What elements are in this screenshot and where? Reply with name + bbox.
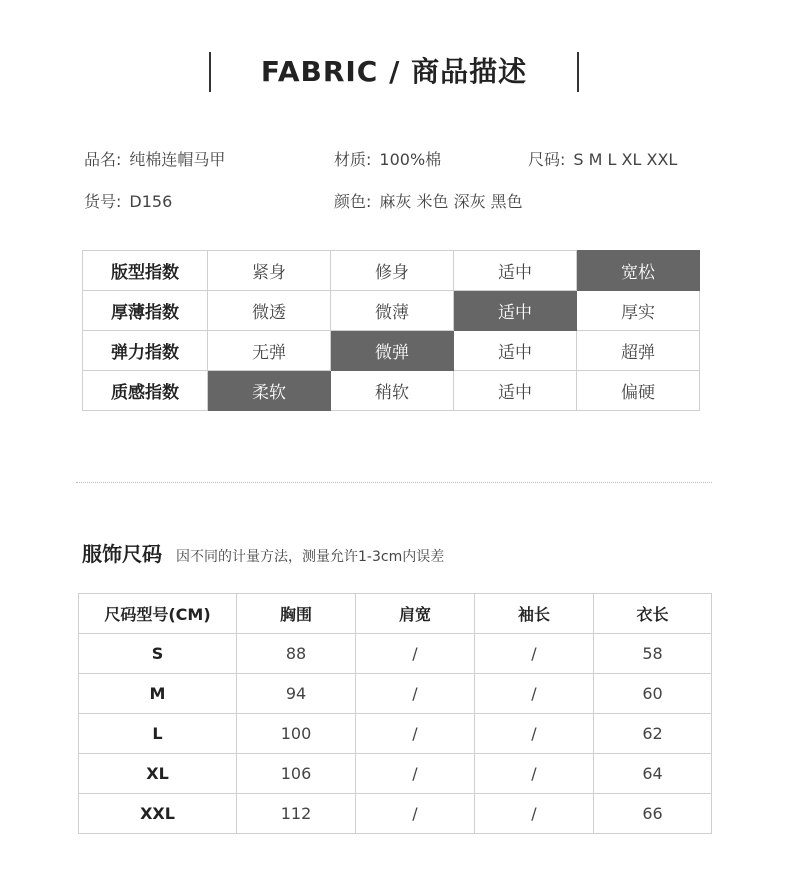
product-material-value: 100%棉 [379, 150, 442, 169]
product-colors-label: 颜色: [334, 192, 372, 211]
product-code-value: D156 [129, 192, 173, 211]
size-cell: M [79, 674, 237, 714]
size-chart-header-row [79, 594, 712, 634]
size-cell: 60 [594, 674, 712, 714]
size-chart-note: 因不同的计量方法，测量允许1-3cm内误差 [176, 549, 445, 565]
size-cell: 62 [594, 714, 712, 754]
size-cell: XXL [79, 794, 237, 834]
index-option: 适中 [454, 331, 577, 371]
size-header-cell: 尺码型号(CM) [79, 594, 237, 634]
product-name-value: 纯棉连帽马甲 [129, 150, 226, 169]
title-divider-left [209, 52, 211, 92]
index-row-texture [83, 371, 700, 411]
size-cell: 58 [594, 634, 712, 674]
size-cell: 106 [237, 754, 356, 794]
index-option: 适中 [454, 251, 577, 291]
product-material-field [334, 150, 441, 170]
index-option: 适中 [454, 291, 577, 331]
product-sizes-label: 尺码: [528, 150, 566, 169]
index-row-thickness [83, 291, 700, 331]
size-cell: 112 [237, 794, 356, 834]
product-material-label: 材质: [334, 150, 372, 169]
index-option: 厚实 [577, 291, 700, 331]
section-divider [76, 482, 712, 483]
product-sizes-value: S M L XL XXL [573, 150, 678, 169]
index-option: 宽松 [577, 251, 700, 291]
size-cell: / [356, 754, 475, 794]
size-cell: / [475, 674, 594, 714]
index-row-label: 厚薄指数 [83, 291, 208, 331]
index-option: 无弹 [208, 331, 331, 371]
product-name-label: 品名: [84, 150, 122, 169]
index-row-fit [83, 251, 700, 291]
size-chart-heading [82, 541, 444, 570]
index-option: 适中 [454, 371, 577, 411]
product-sizes-field [528, 150, 677, 170]
index-row-label: 弹力指数 [83, 331, 208, 371]
index-option: 修身 [331, 251, 454, 291]
product-code-label: 货号: [84, 192, 122, 211]
size-cell: / [475, 714, 594, 754]
size-cell: S [79, 634, 237, 674]
table-row [79, 634, 712, 674]
table-row [79, 754, 712, 794]
size-chart-table [78, 593, 712, 834]
index-option: 微透 [208, 291, 331, 331]
size-cell: XL [79, 754, 237, 794]
size-cell: / [475, 634, 594, 674]
index-option: 微弹 [331, 331, 454, 371]
title-divider-right [577, 52, 579, 92]
index-option: 柔软 [208, 371, 331, 411]
index-option: 紧身 [208, 251, 331, 291]
size-cell: L [79, 714, 237, 754]
index-row-elasticity [83, 331, 700, 371]
size-cell: 64 [594, 754, 712, 794]
size-cell: / [356, 714, 475, 754]
size-cell: / [356, 794, 475, 834]
index-option: 微薄 [331, 291, 454, 331]
index-row-label: 版型指数 [83, 251, 208, 291]
index-row-label: 质感指数 [83, 371, 208, 411]
table-row [79, 794, 712, 834]
size-cell: 100 [237, 714, 356, 754]
size-header-cell: 袖长 [475, 594, 594, 634]
size-cell: 66 [594, 794, 712, 834]
table-row [79, 674, 712, 714]
product-code-field [84, 192, 172, 212]
fabric-index-table [82, 250, 700, 411]
size-header-cell: 肩宽 [356, 594, 475, 634]
size-cell: / [475, 754, 594, 794]
size-cell: 94 [237, 674, 356, 714]
size-chart-title: 服饰尺码 [82, 542, 162, 566]
index-option: 稍软 [331, 371, 454, 411]
size-cell: / [356, 674, 475, 714]
index-option: 偏硬 [577, 371, 700, 411]
size-header-cell: 衣长 [594, 594, 712, 634]
size-cell: 88 [237, 634, 356, 674]
product-colors-field [334, 192, 523, 212]
size-cell: / [475, 794, 594, 834]
product-colors-value: 麻灰 米色 深灰 黑色 [379, 192, 523, 211]
size-cell: / [356, 634, 475, 674]
page-title: FABRIC / 商品描述 [260, 55, 528, 88]
table-row [79, 714, 712, 754]
product-name-field [84, 150, 225, 170]
index-option: 超弹 [577, 331, 700, 371]
size-header-cell: 胸围 [237, 594, 356, 634]
